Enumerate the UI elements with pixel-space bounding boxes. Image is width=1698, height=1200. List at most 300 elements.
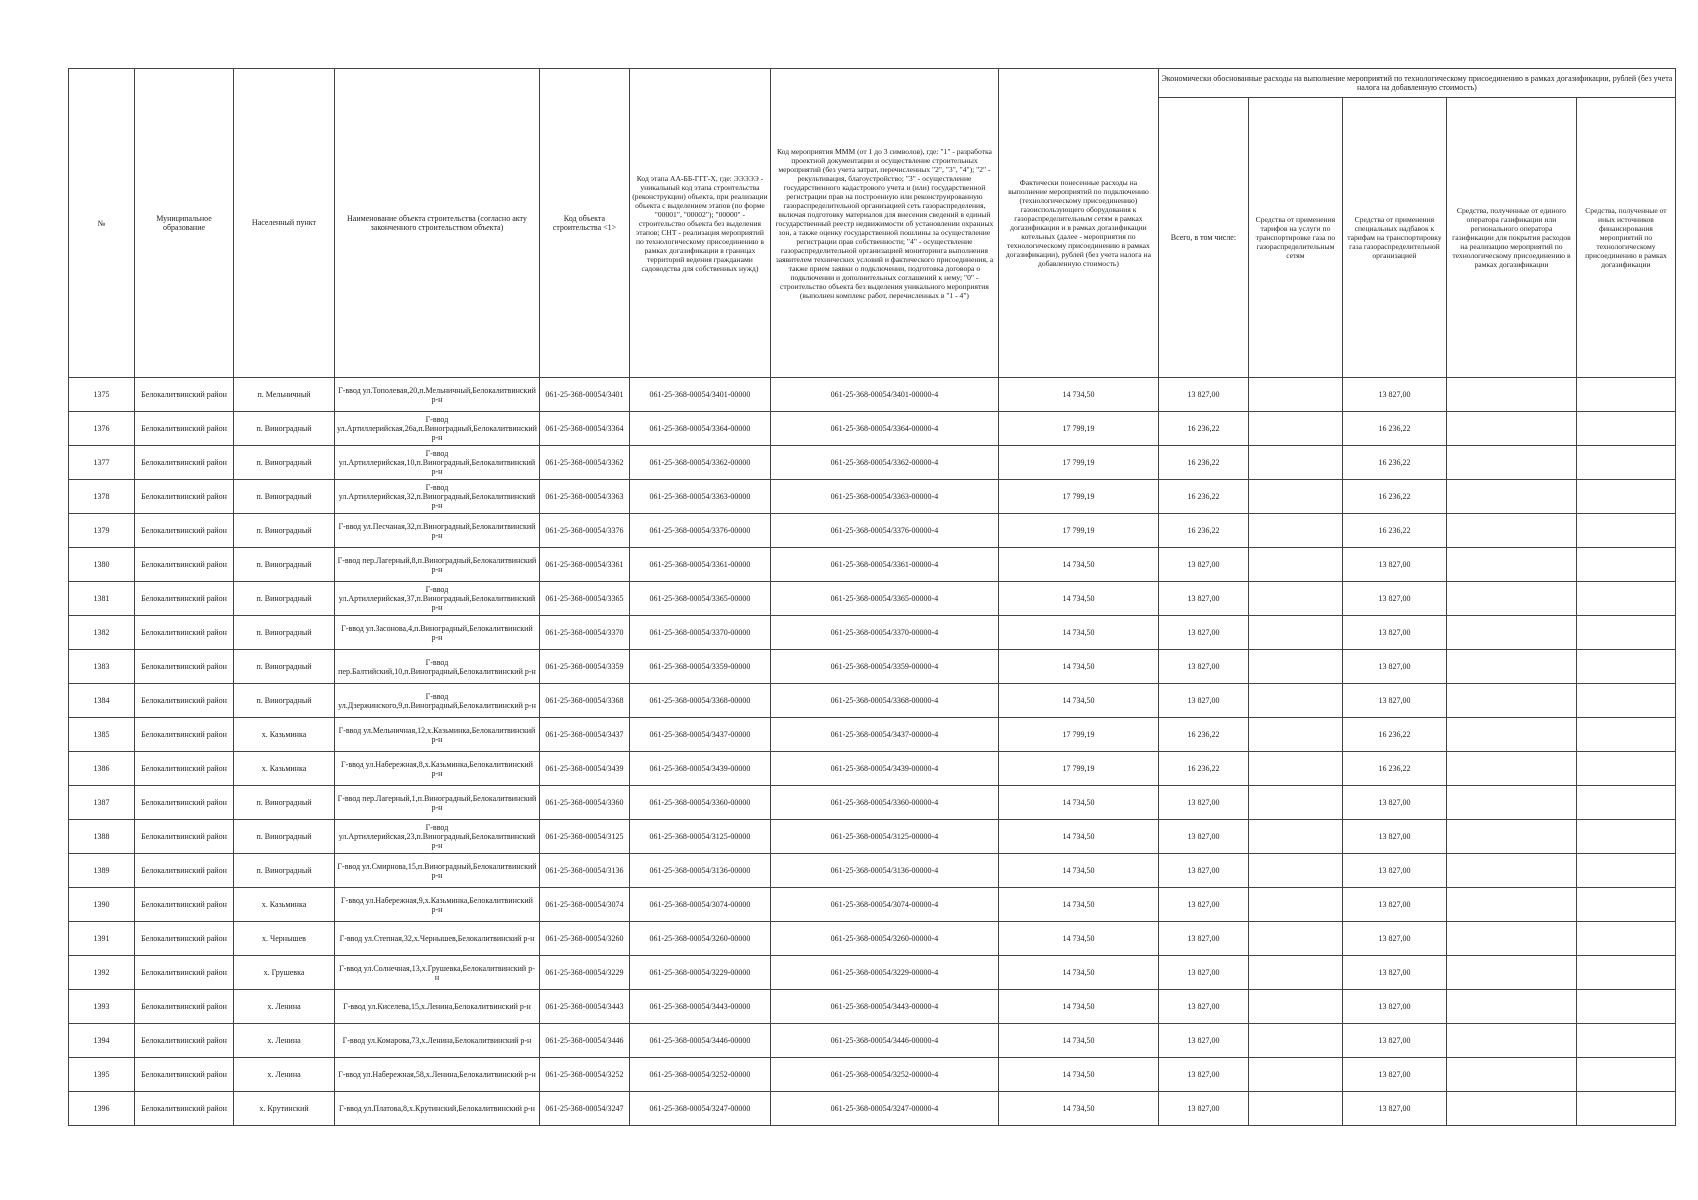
cell-operator-funds [1446, 990, 1576, 1024]
cell-no: 1385 [69, 718, 135, 752]
cell-municipality: Белокалитвинский район [135, 446, 234, 480]
cell-other-sources [1576, 888, 1675, 922]
cell-stage-code: 061-25-368-00054/3368-00000 [629, 684, 770, 718]
cell-no: 1380 [69, 548, 135, 582]
header-tariff-transport: Средства от применения тарифов на услуги по транспортировке газа по газораспределительным сетям [1248, 98, 1342, 378]
cell-settlement: п. Виноградный [234, 446, 335, 480]
cell-no: 1395 [69, 1058, 135, 1092]
cell-tariff-transport [1248, 820, 1342, 854]
cell-stage-code: 061-25-368-00054/3361-00000 [629, 548, 770, 582]
cell-operator-funds [1446, 514, 1576, 548]
cell-no: 1377 [69, 446, 135, 480]
cell-special-markup: 16 236,22 [1342, 446, 1446, 480]
cell-object-name: Г-ввод ул.Степная,32,х.Чернышев,Белокалитвинский р-н [335, 922, 540, 956]
cell-stage-code: 061-25-368-00054/3370-00000 [629, 616, 770, 650]
cell-actual-costs: 14 734,50 [998, 582, 1158, 616]
cell-total: 13 827,00 [1158, 820, 1248, 854]
cell-settlement: п. Виноградный [234, 514, 335, 548]
cell-no: 1376 [69, 412, 135, 446]
cell-municipality: Белокалитвинский район [135, 990, 234, 1024]
cell-total: 13 827,00 [1158, 616, 1248, 650]
cell-object-code: 061-25-368-00054/3446 [539, 1024, 629, 1058]
cell-object-name: Г-ввод ул.Артиллерийская,32,п.Виноградный,Белокалитвинский р-н [335, 480, 540, 514]
cell-municipality: Белокалитвинский район [135, 786, 234, 820]
data-table [68, 68, 1676, 1126]
cell-total: 13 827,00 [1158, 786, 1248, 820]
cell-settlement: п. Виноградный [234, 548, 335, 582]
cell-stage-code: 061-25-368-00054/3364-00000 [629, 412, 770, 446]
cell-operator-funds [1446, 650, 1576, 684]
cell-settlement: х. Крутинский [234, 1092, 335, 1126]
cell-activity-code: 061-25-368-00054/3229-00000-4 [770, 956, 998, 990]
cell-no: 1396 [69, 1092, 135, 1126]
cell-activity-code: 061-25-368-00054/3443-00000-4 [770, 990, 998, 1024]
cell-object-code: 061-25-368-00054/3360 [539, 786, 629, 820]
cell-actual-costs: 17 799,19 [998, 480, 1158, 514]
cell-total: 13 827,00 [1158, 1092, 1248, 1126]
cell-operator-funds [1446, 786, 1576, 820]
cell-operator-funds [1446, 1024, 1576, 1058]
cell-object-name: Г-ввод пер.Лагерный,1,п.Виноградный,Белокалитвинский р-н [335, 786, 540, 820]
header-total: Всего, в том числе: [1158, 98, 1248, 378]
table-row [69, 684, 1676, 718]
header-stage-code: Код этапа АА-ББ-ГГГ-Х, где: ЭЭЭЭЭ - уникальный код этапа строительства (реконструкции) объекта, при реализации объекта с выделением этапов (по форме "00001", "00002"); "00000" - строительство объекта без выделения этапов; СНТ - реализация мероприятий по технологическому присоединению в рамках догазификации в границах территорий ведения гражданами садоводства для собственных нужд) [629, 69, 770, 378]
cell-other-sources [1576, 1092, 1675, 1126]
table-row [69, 718, 1676, 752]
table-row [69, 990, 1676, 1024]
cell-settlement: п. Виноградный [234, 616, 335, 650]
cell-object-code: 061-25-368-00054/3364 [539, 412, 629, 446]
header-object-name: Наименование объекта строительства (согласно акту законченного строительством объекта) [335, 69, 540, 378]
cell-tariff-transport [1248, 616, 1342, 650]
cell-settlement: п. Виноградный [234, 684, 335, 718]
header-econ-group: Экономически обоснованные расходы на выполнение мероприятий по технологическому присоединению в рамках догазификации, рублей (без учета налога на добавленную стоимость) [1158, 69, 1675, 98]
cell-stage-code: 061-25-368-00054/3229-00000 [629, 956, 770, 990]
cell-municipality: Белокалитвинский район [135, 752, 234, 786]
cell-other-sources [1576, 752, 1675, 786]
cell-other-sources [1576, 1058, 1675, 1092]
cell-activity-code: 061-25-368-00054/3361-00000-4 [770, 548, 998, 582]
cell-other-sources [1576, 922, 1675, 956]
cell-stage-code: 061-25-368-00054/3252-00000 [629, 1058, 770, 1092]
cell-settlement: х. Казьминка [234, 718, 335, 752]
cell-tariff-transport [1248, 786, 1342, 820]
cell-operator-funds [1446, 412, 1576, 446]
cell-total: 13 827,00 [1158, 990, 1248, 1024]
cell-actual-costs: 14 734,50 [998, 888, 1158, 922]
cell-municipality: Белокалитвинский район [135, 1024, 234, 1058]
cell-object-code: 061-25-368-00054/3437 [539, 718, 629, 752]
cell-object-code: 061-25-368-00054/3125 [539, 820, 629, 854]
cell-settlement: п. Виноградный [234, 650, 335, 684]
cell-operator-funds [1446, 752, 1576, 786]
cell-object-code: 061-25-368-00054/3443 [539, 990, 629, 1024]
cell-other-sources [1576, 684, 1675, 718]
cell-municipality: Белокалитвинский район [135, 650, 234, 684]
cell-settlement: х. Казьминка [234, 888, 335, 922]
cell-object-code: 061-25-368-00054/3361 [539, 548, 629, 582]
cell-actual-costs: 14 734,50 [998, 548, 1158, 582]
table-row [69, 514, 1676, 548]
cell-special-markup: 13 827,00 [1342, 786, 1446, 820]
cell-no: 1388 [69, 820, 135, 854]
header-no: № [69, 69, 135, 378]
cell-no: 1379 [69, 514, 135, 548]
cell-municipality: Белокалитвинский район [135, 616, 234, 650]
cell-actual-costs: 17 799,19 [998, 752, 1158, 786]
cell-special-markup: 16 236,22 [1342, 480, 1446, 514]
cell-total: 13 827,00 [1158, 1058, 1248, 1092]
header-municipality: Муниципальное образование [135, 69, 234, 378]
cell-tariff-transport [1248, 582, 1342, 616]
cell-other-sources [1576, 480, 1675, 514]
cell-municipality: Белокалитвинский район [135, 854, 234, 888]
cell-activity-code: 061-25-368-00054/3370-00000-4 [770, 616, 998, 650]
cell-object-name: Г-ввод ул.Киселева,15,х.Ленина,Белокалитвинский р-н [335, 990, 540, 1024]
header-other-sources: Средства, полученные от иных источников финансирования мероприятий по технологическому присоединению в рамках догазификации [1576, 98, 1675, 378]
table-row [69, 446, 1676, 480]
cell-stage-code: 061-25-368-00054/3446-00000 [629, 1024, 770, 1058]
cell-actual-costs: 14 734,50 [998, 820, 1158, 854]
cell-special-markup: 13 827,00 [1342, 956, 1446, 990]
cell-object-name: Г-ввод ул.Артиллерийская,23,п.Виноградный,Белокалитвинский р-н [335, 820, 540, 854]
cell-operator-funds [1446, 548, 1576, 582]
cell-municipality: Белокалитвинский район [135, 820, 234, 854]
cell-actual-costs: 14 734,50 [998, 990, 1158, 1024]
cell-activity-code: 061-25-368-00054/3247-00000-4 [770, 1092, 998, 1126]
cell-tariff-transport [1248, 514, 1342, 548]
table-row [69, 820, 1676, 854]
cell-settlement: х. Ленина [234, 1058, 335, 1092]
cell-special-markup: 16 236,22 [1342, 718, 1446, 752]
cell-stage-code: 061-25-368-00054/3359-00000 [629, 650, 770, 684]
cell-actual-costs: 14 734,50 [998, 854, 1158, 888]
cell-object-code: 061-25-368-00054/3365 [539, 582, 629, 616]
cell-municipality: Белокалитвинский район [135, 378, 234, 412]
cell-tariff-transport [1248, 990, 1342, 1024]
cell-municipality: Белокалитвинский район [135, 956, 234, 990]
cell-actual-costs: 14 734,50 [998, 1058, 1158, 1092]
table-row [69, 956, 1676, 990]
cell-municipality: Белокалитвинский район [135, 582, 234, 616]
cell-actual-costs: 14 734,50 [998, 1092, 1158, 1126]
cell-stage-code: 061-25-368-00054/3362-00000 [629, 446, 770, 480]
cell-total: 13 827,00 [1158, 1024, 1248, 1058]
cell-stage-code: 061-25-368-00054/3437-00000 [629, 718, 770, 752]
cell-stage-code: 061-25-368-00054/3365-00000 [629, 582, 770, 616]
cell-object-name: Г-ввод ул.Набережная,9,х.Казьминка,Белокалитвинский р-н [335, 888, 540, 922]
cell-total: 13 827,00 [1158, 650, 1248, 684]
cell-special-markup: 13 827,00 [1342, 820, 1446, 854]
header-operator-funds: Средства, полученные от единого оператора газификации или регионального оператора газификации для покрытия расходов на реализацию мероприятий по технологическому присоединению в рамках догазификации [1446, 98, 1576, 378]
cell-special-markup: 13 827,00 [1342, 922, 1446, 956]
cell-other-sources [1576, 650, 1675, 684]
cell-object-code: 061-25-368-00054/3074 [539, 888, 629, 922]
cell-no: 1378 [69, 480, 135, 514]
cell-special-markup: 16 236,22 [1342, 752, 1446, 786]
cell-stage-code: 061-25-368-00054/3360-00000 [629, 786, 770, 820]
cell-object-name: Г-ввод ул.Песчаная,32,п.Виноградный,Белокалитвинский р-н [335, 514, 540, 548]
cell-tariff-transport [1248, 1058, 1342, 1092]
cell-total: 13 827,00 [1158, 854, 1248, 888]
cell-object-code: 061-25-368-00054/3136 [539, 854, 629, 888]
cell-activity-code: 061-25-368-00054/3362-00000-4 [770, 446, 998, 480]
cell-no: 1386 [69, 752, 135, 786]
cell-no: 1383 [69, 650, 135, 684]
cell-object-name: Г-ввод пер.Лагерный,8,п.Виноградный,Белокалитвинский р-н [335, 548, 540, 582]
table-row [69, 650, 1676, 684]
cell-object-code: 061-25-368-00054/3368 [539, 684, 629, 718]
cell-activity-code: 061-25-368-00054/3364-00000-4 [770, 412, 998, 446]
cell-object-name: Г-ввод ул.Набережная,8,х.Казьминка,Белокалитвинский р-н [335, 752, 540, 786]
table-row [69, 888, 1676, 922]
table-row [69, 616, 1676, 650]
cell-tariff-transport [1248, 446, 1342, 480]
cell-total: 13 827,00 [1158, 922, 1248, 956]
cell-activity-code: 061-25-368-00054/3136-00000-4 [770, 854, 998, 888]
cell-actual-costs: 14 734,50 [998, 684, 1158, 718]
cell-special-markup: 13 827,00 [1342, 990, 1446, 1024]
cell-no: 1389 [69, 854, 135, 888]
cell-activity-code: 061-25-368-00054/3360-00000-4 [770, 786, 998, 820]
cell-stage-code: 061-25-368-00054/3439-00000 [629, 752, 770, 786]
cell-municipality: Белокалитвинский район [135, 514, 234, 548]
table-row [69, 922, 1676, 956]
cell-operator-funds [1446, 922, 1576, 956]
cell-activity-code: 061-25-368-00054/3376-00000-4 [770, 514, 998, 548]
cell-tariff-transport [1248, 922, 1342, 956]
cell-tariff-transport [1248, 378, 1342, 412]
table-row [69, 854, 1676, 888]
cell-operator-funds [1446, 616, 1576, 650]
cell-stage-code: 061-25-368-00054/3443-00000 [629, 990, 770, 1024]
cell-other-sources [1576, 446, 1675, 480]
cell-no: 1390 [69, 888, 135, 922]
cell-tariff-transport [1248, 650, 1342, 684]
cell-object-code: 061-25-368-00054/3363 [539, 480, 629, 514]
cell-settlement: х. Грушевка [234, 956, 335, 990]
cell-settlement: х. Чернышев [234, 922, 335, 956]
cell-tariff-transport [1248, 412, 1342, 446]
cell-other-sources [1576, 718, 1675, 752]
cell-total: 13 827,00 [1158, 378, 1248, 412]
cell-object-name: Г-ввод ул.Платова,8,х.Крутинский,Белокалитвинский р-н [335, 1092, 540, 1126]
cell-object-code: 061-25-368-00054/3401 [539, 378, 629, 412]
cell-activity-code: 061-25-368-00054/3401-00000-4 [770, 378, 998, 412]
header-object-code: Код объекта строительства <1> [539, 69, 629, 378]
cell-actual-costs: 14 734,50 [998, 1024, 1158, 1058]
cell-object-name: Г-ввод ул.Артиллерийская,10,п.Виноградный,Белокалитвинский р-н [335, 446, 540, 480]
cell-settlement: п. Виноградный [234, 480, 335, 514]
cell-object-name: Г-ввод ул.Комарова,73,х.Ленина,Белокалитвинский р-н [335, 1024, 540, 1058]
cell-stage-code: 061-25-368-00054/3247-00000 [629, 1092, 770, 1126]
table-row [69, 1058, 1676, 1092]
header-special-markup: Средства от применения специальных надбавок к тарифам на транспортировку газа газораспределительной организацией [1342, 98, 1446, 378]
cell-activity-code: 061-25-368-00054/3439-00000-4 [770, 752, 998, 786]
cell-other-sources [1576, 412, 1675, 446]
cell-special-markup: 13 827,00 [1342, 378, 1446, 412]
cell-special-markup: 13 827,00 [1342, 616, 1446, 650]
cell-operator-funds [1446, 1092, 1576, 1126]
cell-no: 1394 [69, 1024, 135, 1058]
table-row [69, 412, 1676, 446]
cell-special-markup: 13 827,00 [1342, 582, 1446, 616]
cell-municipality: Белокалитвинский район [135, 480, 234, 514]
cell-activity-code: 061-25-368-00054/3437-00000-4 [770, 718, 998, 752]
cell-special-markup: 13 827,00 [1342, 548, 1446, 582]
cell-settlement: х. Казьминка [234, 752, 335, 786]
cell-other-sources [1576, 956, 1675, 990]
cell-other-sources [1576, 378, 1675, 412]
cell-total: 16 236,22 [1158, 446, 1248, 480]
cell-other-sources [1576, 786, 1675, 820]
cell-municipality: Белокалитвинский район [135, 922, 234, 956]
cell-no: 1391 [69, 922, 135, 956]
cell-tariff-transport [1248, 888, 1342, 922]
cell-object-name: Г-ввод ул.Солнечная,13,х.Грушевка,Белокалитвинский р-н [335, 956, 540, 990]
cell-object-name: Г-ввод ул.Артиллерийская,26а,п.Виноградный,Белокалитвинский р-н [335, 412, 540, 446]
cell-operator-funds [1446, 684, 1576, 718]
cell-special-markup: 16 236,22 [1342, 514, 1446, 548]
cell-no: 1387 [69, 786, 135, 820]
cell-activity-code: 061-25-368-00054/3074-00000-4 [770, 888, 998, 922]
table-row [69, 480, 1676, 514]
cell-other-sources [1576, 548, 1675, 582]
cell-total: 16 236,22 [1158, 718, 1248, 752]
cell-object-code: 061-25-368-00054/3247 [539, 1092, 629, 1126]
cell-other-sources [1576, 616, 1675, 650]
cell-no: 1381 [69, 582, 135, 616]
table-body [69, 378, 1676, 1126]
cell-actual-costs: 14 734,50 [998, 378, 1158, 412]
cell-special-markup: 13 827,00 [1342, 1024, 1446, 1058]
cell-total: 16 236,22 [1158, 752, 1248, 786]
cell-special-markup: 13 827,00 [1342, 684, 1446, 718]
table-row [69, 582, 1676, 616]
cell-tariff-transport [1248, 480, 1342, 514]
cell-stage-code: 061-25-368-00054/3136-00000 [629, 854, 770, 888]
cell-settlement: х. Ленина [234, 1024, 335, 1058]
cell-object-code: 061-25-368-00054/3359 [539, 650, 629, 684]
cell-special-markup: 16 236,22 [1342, 412, 1446, 446]
cell-object-name: Г-ввод ул.Дзержинского,9,п.Виноградный,Белокалитвинский р-н [335, 684, 540, 718]
cell-special-markup: 13 827,00 [1342, 650, 1446, 684]
cell-other-sources [1576, 1024, 1675, 1058]
cell-stage-code: 061-25-368-00054/3260-00000 [629, 922, 770, 956]
cell-actual-costs: 17 799,19 [998, 446, 1158, 480]
cell-other-sources [1576, 582, 1675, 616]
cell-total: 16 236,22 [1158, 514, 1248, 548]
cell-no: 1384 [69, 684, 135, 718]
report-sheet [68, 68, 1676, 1126]
cell-object-code: 061-25-368-00054/3439 [539, 752, 629, 786]
cell-settlement: п. Виноградный [234, 412, 335, 446]
cell-total: 16 236,22 [1158, 412, 1248, 446]
cell-settlement: п. Виноградный [234, 854, 335, 888]
table-row [69, 1024, 1676, 1058]
cell-other-sources [1576, 990, 1675, 1024]
cell-municipality: Белокалитвинский район [135, 548, 234, 582]
cell-object-name: Г-ввод ул.Набережная,58,х.Ленина,Белокалитвинский р-н [335, 1058, 540, 1092]
cell-actual-costs: 14 734,50 [998, 616, 1158, 650]
cell-no: 1393 [69, 990, 135, 1024]
cell-activity-code: 061-25-368-00054/3446-00000-4 [770, 1024, 998, 1058]
cell-no: 1375 [69, 378, 135, 412]
cell-municipality: Белокалитвинский район [135, 412, 234, 446]
cell-municipality: Белокалитвинский район [135, 1092, 234, 1126]
cell-total: 13 827,00 [1158, 548, 1248, 582]
cell-settlement: п. Мельничный [234, 378, 335, 412]
cell-settlement: п. Виноградный [234, 786, 335, 820]
header-settlement: Населенный пункт [234, 69, 335, 378]
cell-actual-costs: 14 734,50 [998, 956, 1158, 990]
cell-total: 16 236,22 [1158, 480, 1248, 514]
cell-operator-funds [1446, 888, 1576, 922]
cell-settlement: п. Виноградный [234, 820, 335, 854]
cell-operator-funds [1446, 718, 1576, 752]
cell-no: 1382 [69, 616, 135, 650]
cell-actual-costs: 14 734,50 [998, 650, 1158, 684]
table-row [69, 548, 1676, 582]
cell-tariff-transport [1248, 1092, 1342, 1126]
cell-tariff-transport [1248, 854, 1342, 888]
cell-special-markup: 13 827,00 [1342, 854, 1446, 888]
cell-total: 13 827,00 [1158, 582, 1248, 616]
header-activity-code: Код мероприятия МММ (от 1 до 3 символов), где: "1" - разработка проектной документации и осуществление строительных мероприятий (без учета затрат, перечисленных "2", "3", "4"); "2" - рекультивация, благоустройство; "3" - осуществление государственного кадастрового учета и (или) государственной регистрации прав на построенную или реконструированную газораспределительной организацией сеть газораспределения, включая подготовку материалов для внесения сведений в единый государственный реестр недвижимости об установлении охранных зон, а также оценку государственной пошлины за осуществление регистрации прав собственности; "4" - осуществление газораспределительной организацией мониторинга выполнения заявителем технических условий и фактического присоединения, а также прием заявки о подключении, подготовка договора о подключении и дополнительных соглашений к нему; "0" - строительство объекта без выделения уникального мероприятия (выполнен комплекс работ, перечисленных в "1 - 4") [770, 69, 998, 378]
cell-activity-code: 061-25-368-00054/3260-00000-4 [770, 922, 998, 956]
cell-object-code: 061-25-368-00054/3370 [539, 616, 629, 650]
table-row [69, 752, 1676, 786]
cell-stage-code: 061-25-368-00054/3401-00000 [629, 378, 770, 412]
cell-tariff-transport [1248, 548, 1342, 582]
cell-object-code: 061-25-368-00054/3362 [539, 446, 629, 480]
cell-stage-code: 061-25-368-00054/3074-00000 [629, 888, 770, 922]
cell-activity-code: 061-25-368-00054/3359-00000-4 [770, 650, 998, 684]
cell-object-name: Г-ввод ул.Мельничная,12,х.Казьминка,Белокалитвинский р-н [335, 718, 540, 752]
cell-operator-funds [1446, 956, 1576, 990]
cell-operator-funds [1446, 582, 1576, 616]
cell-municipality: Белокалитвинский район [135, 718, 234, 752]
cell-tariff-transport [1248, 684, 1342, 718]
cell-tariff-transport [1248, 718, 1342, 752]
cell-activity-code: 061-25-368-00054/3368-00000-4 [770, 684, 998, 718]
cell-object-name: Г-ввод ул.Засонова,4,п.Виноградный,Белокалитвинский р-н [335, 616, 540, 650]
cell-object-code: 061-25-368-00054/3252 [539, 1058, 629, 1092]
cell-settlement: х. Ленина [234, 990, 335, 1024]
cell-total: 13 827,00 [1158, 956, 1248, 990]
cell-special-markup: 13 827,00 [1342, 1092, 1446, 1126]
cell-actual-costs: 17 799,19 [998, 718, 1158, 752]
cell-municipality: Белокалитвинский район [135, 888, 234, 922]
cell-municipality: Белокалитвинский район [135, 684, 234, 718]
cell-total: 13 827,00 [1158, 684, 1248, 718]
cell-object-name: Г-ввод ул.Артиллерийская,37,п.Виноградный,Белокалитвинский р-н [335, 582, 540, 616]
cell-operator-funds [1446, 854, 1576, 888]
cell-tariff-transport [1248, 1024, 1342, 1058]
cell-tariff-transport [1248, 956, 1342, 990]
cell-municipality: Белокалитвинский район [135, 1058, 234, 1092]
table-row [69, 786, 1676, 820]
cell-object-code: 061-25-368-00054/3376 [539, 514, 629, 548]
table-row [69, 378, 1676, 412]
cell-object-name: Г-ввод ул.Смирнова,15,п.Виноградный,Белокалитвинский р-н [335, 854, 540, 888]
cell-activity-code: 061-25-368-00054/3365-00000-4 [770, 582, 998, 616]
cell-operator-funds [1446, 446, 1576, 480]
cell-special-markup: 13 827,00 [1342, 888, 1446, 922]
cell-tariff-transport [1248, 752, 1342, 786]
cell-other-sources [1576, 854, 1675, 888]
cell-object-name: Г-ввод ул.Тополевая,20,п.Мельничный,Белокалитвинский р-н [335, 378, 540, 412]
